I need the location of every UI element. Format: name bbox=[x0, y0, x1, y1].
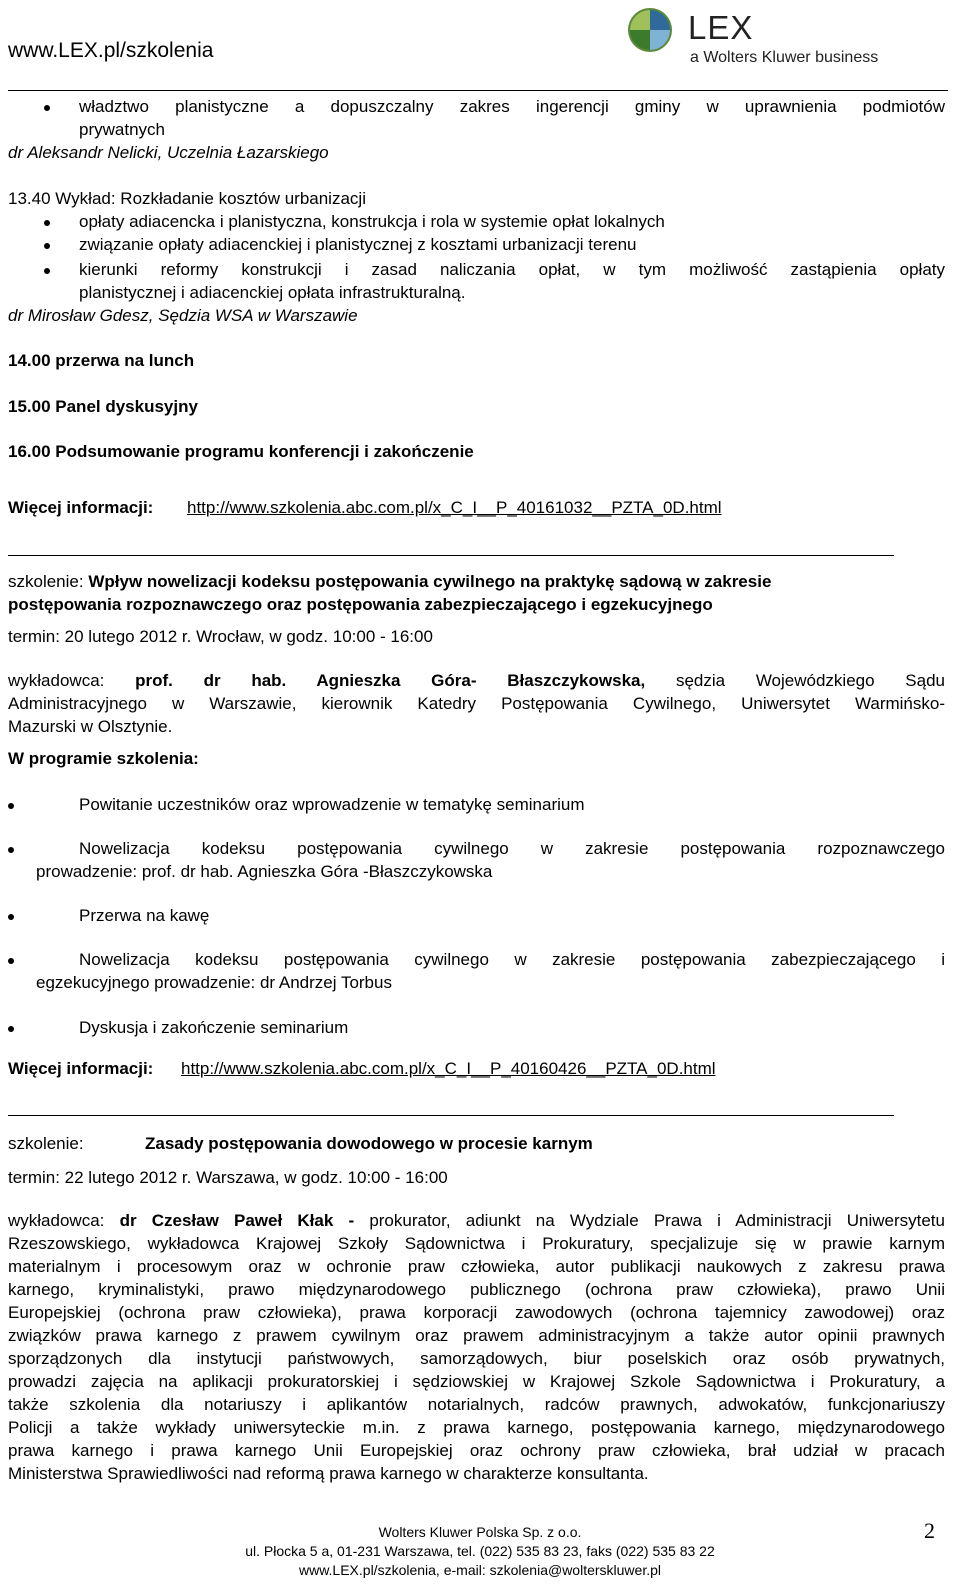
bullet bbox=[44, 220, 50, 226]
session-title: 13.40 Wykład: Rozkładanie kosztów urbanizacji bbox=[8, 189, 366, 208]
footer-address: ul. Płocka 5 a, 01-231 Warszawa, tel. (022) 535 83 23, faks (022) 535 83 22 bbox=[245, 1543, 715, 1559]
lecturer-bio-line: Policji a także wykłady uniwersyteckie m.in. z prawa karnego, postępowania karnego, międzynarodowego bbox=[8, 1418, 945, 1437]
summary-item: 16.00 Podsumowanie programu konferencji i zakończenie bbox=[8, 442, 474, 461]
lecturer-line3: Mazurski w Olsztynie. bbox=[8, 717, 173, 736]
session-bullet-2: związanie opłaty adiacenckiej i planistycznej z kosztami urbanizacji terenu bbox=[79, 235, 637, 254]
lecturer-label: wykładowca: bbox=[8, 671, 105, 690]
speaker-2: dr Mirosław Gdesz, Sędzia WSA w Warszawie bbox=[8, 306, 358, 325]
lecturer-name: dr Czesław Paweł Kłak - bbox=[119, 1211, 355, 1230]
more-info-label: Więcej informacji: bbox=[8, 498, 154, 517]
training-label: szkolenie: bbox=[8, 572, 84, 591]
bullet bbox=[44, 243, 50, 249]
program-item-2: Nowelizacja kodeksu postępowania cywilnego w zakresie postępowania rozpoznawczego bbox=[79, 839, 945, 858]
lecturer-bio-line: związków prawa karnego z prawem cywilnym oraz prawem administracyjnym a także autor opinii prawnych bbox=[8, 1326, 945, 1345]
lecturer-bio-line: Rzeszowskiego, wykładowca Krajowej Szkoły Sądownictwa i Prokuratury, specjalizuje się w prawie karnym bbox=[8, 1234, 945, 1253]
program-item-1: Powitanie uczestników oraz wprowadzenie w tematykę seminarium bbox=[79, 795, 585, 814]
session-bullet-3-cont: planistycznej i adiacenckiej opłata infrastrukturalną. bbox=[79, 283, 466, 302]
bullet bbox=[8, 847, 14, 853]
lecturer-bio-line: materialnym i procesowym oraz w ochronie praw człowieka, autor publikacji naukowych z zakresu prawa bbox=[8, 1257, 945, 1276]
session-bullet-3: kierunki reformy konstrukcji i zasad naliczania opłat, w tym możliwość zastąpienia opłaty bbox=[79, 260, 945, 279]
bullet bbox=[8, 803, 14, 809]
lecturer-line1 bbox=[8, 670, 945, 692]
more-info-label: Więcej informacji: bbox=[8, 1059, 154, 1078]
program-item-2-cont: prowadzenie: prof. dr hab. Agnieszka Góra -Błaszczykowska bbox=[36, 862, 493, 881]
training-term: termin: 20 lutego 2012 r. Wrocław, w godz. 10:00 - 16:00 bbox=[8, 627, 433, 646]
panel-item: 15.00 Panel dyskusyjny bbox=[8, 397, 198, 416]
lecturer-bio-line: karnego, kryminalistyki, prawo międzynarodowego publicznego (ochrona praw człowieka), prawo Unii bbox=[8, 1280, 945, 1299]
program-bullet-top: władztwo planistyczne a dopuszczalny zakres ingerencji gminy w uprawnienia podmiotów bbox=[79, 97, 945, 116]
lecturer-bio-line: także szkolenia dla notariuszy i aplikantów notarialnych, radców prawnych, adwokatów, funkcjonariuszy bbox=[8, 1395, 945, 1414]
training-1-title bbox=[8, 571, 945, 593]
bullet bbox=[44, 268, 50, 274]
logo-subtitle: a Wolters Kluwer business bbox=[690, 49, 879, 66]
lecturer-label: wykładowca: bbox=[8, 1211, 105, 1230]
bullet bbox=[8, 958, 14, 964]
page-number: 2 bbox=[924, 1518, 935, 1543]
lecturer-bio-line: sporządzonych dla instytucji państwowych, samorządowych, biur poselskich oraz osób prywatnych, bbox=[8, 1349, 945, 1368]
training-2-title: Zasady postępowania dowodowego w procesie karnym bbox=[145, 1134, 593, 1153]
program-bullet-top-cont: prywatnych bbox=[79, 120, 165, 139]
footer-company: Wolters Kluwer Polska Sp. z o.o. bbox=[378, 1524, 582, 1540]
program-item-4-cont: egzekucyjnego prowadzenie: dr Andrzej Torbus bbox=[36, 973, 392, 992]
lecturer-bio-line: Ministerstwa Sprawiedliwości nad reformą prawa karnego w charakterze konsultanta. bbox=[8, 1464, 649, 1483]
lecturer-name: prof. dr hab. Agnieszka Góra- Błaszczykowska, bbox=[135, 671, 646, 690]
lex-logo-icon bbox=[626, 6, 678, 54]
bullet bbox=[44, 105, 50, 111]
lecturer-desc: sędzia Wojewódzkiego Sądu bbox=[675, 671, 945, 690]
footer-web: www.LEX.pl/szkolenia, e-mail: szkolenia@wolterskluwer.pl bbox=[298, 1562, 662, 1578]
logo-text: LEX bbox=[688, 9, 754, 46]
lecturer-bio-line: prowadzi zajęcia na aplikacji prokuratorskiej i sędziowskiej w Krajowej Szkole Sądownictwa i Prokuratury, a bbox=[8, 1372, 945, 1391]
training-term: termin: 22 lutego 2012 r. Warszawa, w godz. 10:00 - 16:00 bbox=[8, 1168, 448, 1187]
program-item-5: Dyskusja i zakończenie seminarium bbox=[79, 1018, 349, 1037]
lecturer-bio-line: Europejskiej (ochrona praw człowieka), prawa korporacji zawodowych (ochrona tajemnicy zawodowej) oraz bbox=[8, 1303, 945, 1322]
training-title-line1: Wpływ nowelizacji kodeksu postępowania cywilnego na praktykę sądową w zakresie bbox=[88, 572, 772, 591]
header-url[interactable]: www.LEX.pl/szkolenia bbox=[8, 39, 214, 62]
header-rule bbox=[8, 90, 948, 91]
training-label: szkolenie: bbox=[8, 1134, 84, 1153]
program-label: W programie szkolenia: bbox=[8, 749, 199, 768]
lecturer-line1 bbox=[8, 1210, 945, 1232]
lecturer-line2: Administracyjnego w Warszawie, kierownik Katedry Postępowania Cywilnego, Uniwersytet Warmińsko- bbox=[8, 694, 945, 713]
lunch-item: 14.00 przerwa na lunch bbox=[8, 351, 195, 370]
section-divider bbox=[8, 1115, 894, 1116]
lecturer-desc: prokurator, adiunkt na Wydziale Prawa i Administracji Uniwersytetu bbox=[369, 1211, 945, 1230]
more-info-link[interactable]: http://www.szkolenia.abc.com.pl/x_C_I__P_40160426__PZTA_0D.html bbox=[181, 1059, 716, 1078]
program-item-3: Przerwa na kawę bbox=[79, 906, 210, 925]
more-info-link[interactable]: http://www.szkolenia.abc.com.pl/x_C_I__P_40161032__PZTA_0D.html bbox=[187, 498, 722, 517]
lecturer-bio-line: prawa karnego i prawa karnego Unii Europejskiej oraz ochrony praw człowieka, brał udział w pracach bbox=[8, 1441, 945, 1460]
program-item-4: Nowelizacja kodeksu postępowania cywilnego w zakresie postępowania zabezpieczającego i bbox=[79, 950, 945, 969]
speaker-1: dr Aleksandr Nelicki, Uczelnia Łazarskiego bbox=[8, 143, 329, 162]
bullet bbox=[8, 914, 14, 920]
session-bullet-1: opłaty adiacencka i planistyczna, konstrukcja i rola w systemie opłat lokalnych bbox=[79, 212, 665, 231]
section-divider bbox=[8, 555, 894, 556]
bullet bbox=[8, 1026, 14, 1032]
training-title-line2: postępowania rozpoznawczego oraz postępowania zabezpieczającego i egzekucyjnego bbox=[8, 595, 713, 614]
